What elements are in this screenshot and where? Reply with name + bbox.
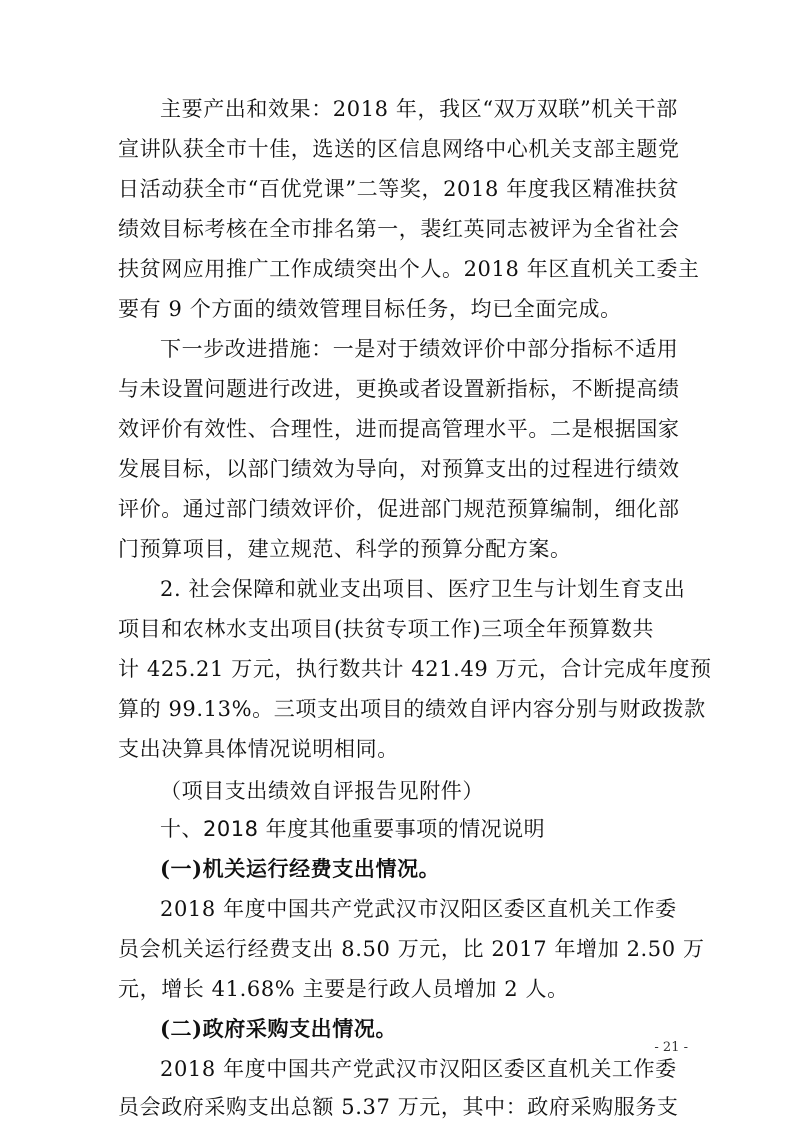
text-line: 效评价有效性、合理性，进而提高管理水平。二是根据国家 [118,417,680,441]
text-line: 宣讲队获全市十佳，选送的区信息网络中心机关支部主题党 [118,137,680,161]
text-line: 算的 99.13%。三项支出项目的绩效自评内容分别与财政拨款 [118,697,706,721]
text-line: 主要产出和效果：2018 年，我区“双万双联”机关干部 [160,97,678,121]
text-line: 项目和农林水支出项目(扶贫专项工作)三项全年预算数共 [118,617,654,641]
text-line: 支出决算具体情况说明相同。 [118,737,399,761]
text-line: 要有 9 个方面的绩效管理目标任务，均已全面完成。 [118,297,622,321]
text-line: 下一步改进措施：一是对于绩效评价中部分指标不适用 [160,337,679,361]
text-line: 门预算项目，建立规范、科学的预算分配方案。 [118,537,572,561]
text-line: 评价。通过部门绩效评价，促进部门规范预算编制，细化部 [118,497,680,521]
text-line: 计 425.21 万元，执行数共计 421.49 万元，合计完成年度预 [118,657,712,681]
section-heading: 十、2018 年度其他重要事项的情况说明 [160,817,546,841]
text-line: 员会政府采购支出总额 5.37 万元，其中：政府采购服务支 [118,1095,679,1119]
text-line: 员会机关运行经费支出 8.50 万元，比 2017 年增加 2.50 万 [118,937,705,961]
text-line: 与未设置问题进行改进，更换或者设置新指标，不断提高绩 [118,377,680,401]
subsection-heading: (一)机关运行经费支出情况。 [160,856,441,881]
subsection-heading: (二)政府采购支出情况。 [160,1016,398,1041]
text-line: 扶贫网应用推广工作成绩突出个人。2018 年区直机关工委主 [118,257,700,281]
text-line: 发展目标，以部门绩效为导向，对预算支出的过程进行绩效 [118,457,680,481]
page-number: - 21 - [654,1040,688,1055]
text-line: 2. 社会保障和就业支出项目、医疗卫生与计划生育支出 [160,577,686,601]
text-line: 日活动获全市“百优党课”二等奖，2018 年度我区精准扶贫 [118,177,679,201]
text-line: 元，增长 41.68% 主要是行政人员增加 2 人。 [118,977,569,1001]
text-line: 2018 年度中国共产党武汉市汉阳区委区直机关工作委 [160,897,677,921]
text-line: 2018 年度中国共产党武汉市汉阳区委区直机关工作委 [160,1057,677,1081]
text-line: 绩效目标考核在全市排名第一，裴红英同志被评为全省社会 [118,217,680,241]
text-line: （项目支出绩效自评报告见附件） [160,779,484,803]
